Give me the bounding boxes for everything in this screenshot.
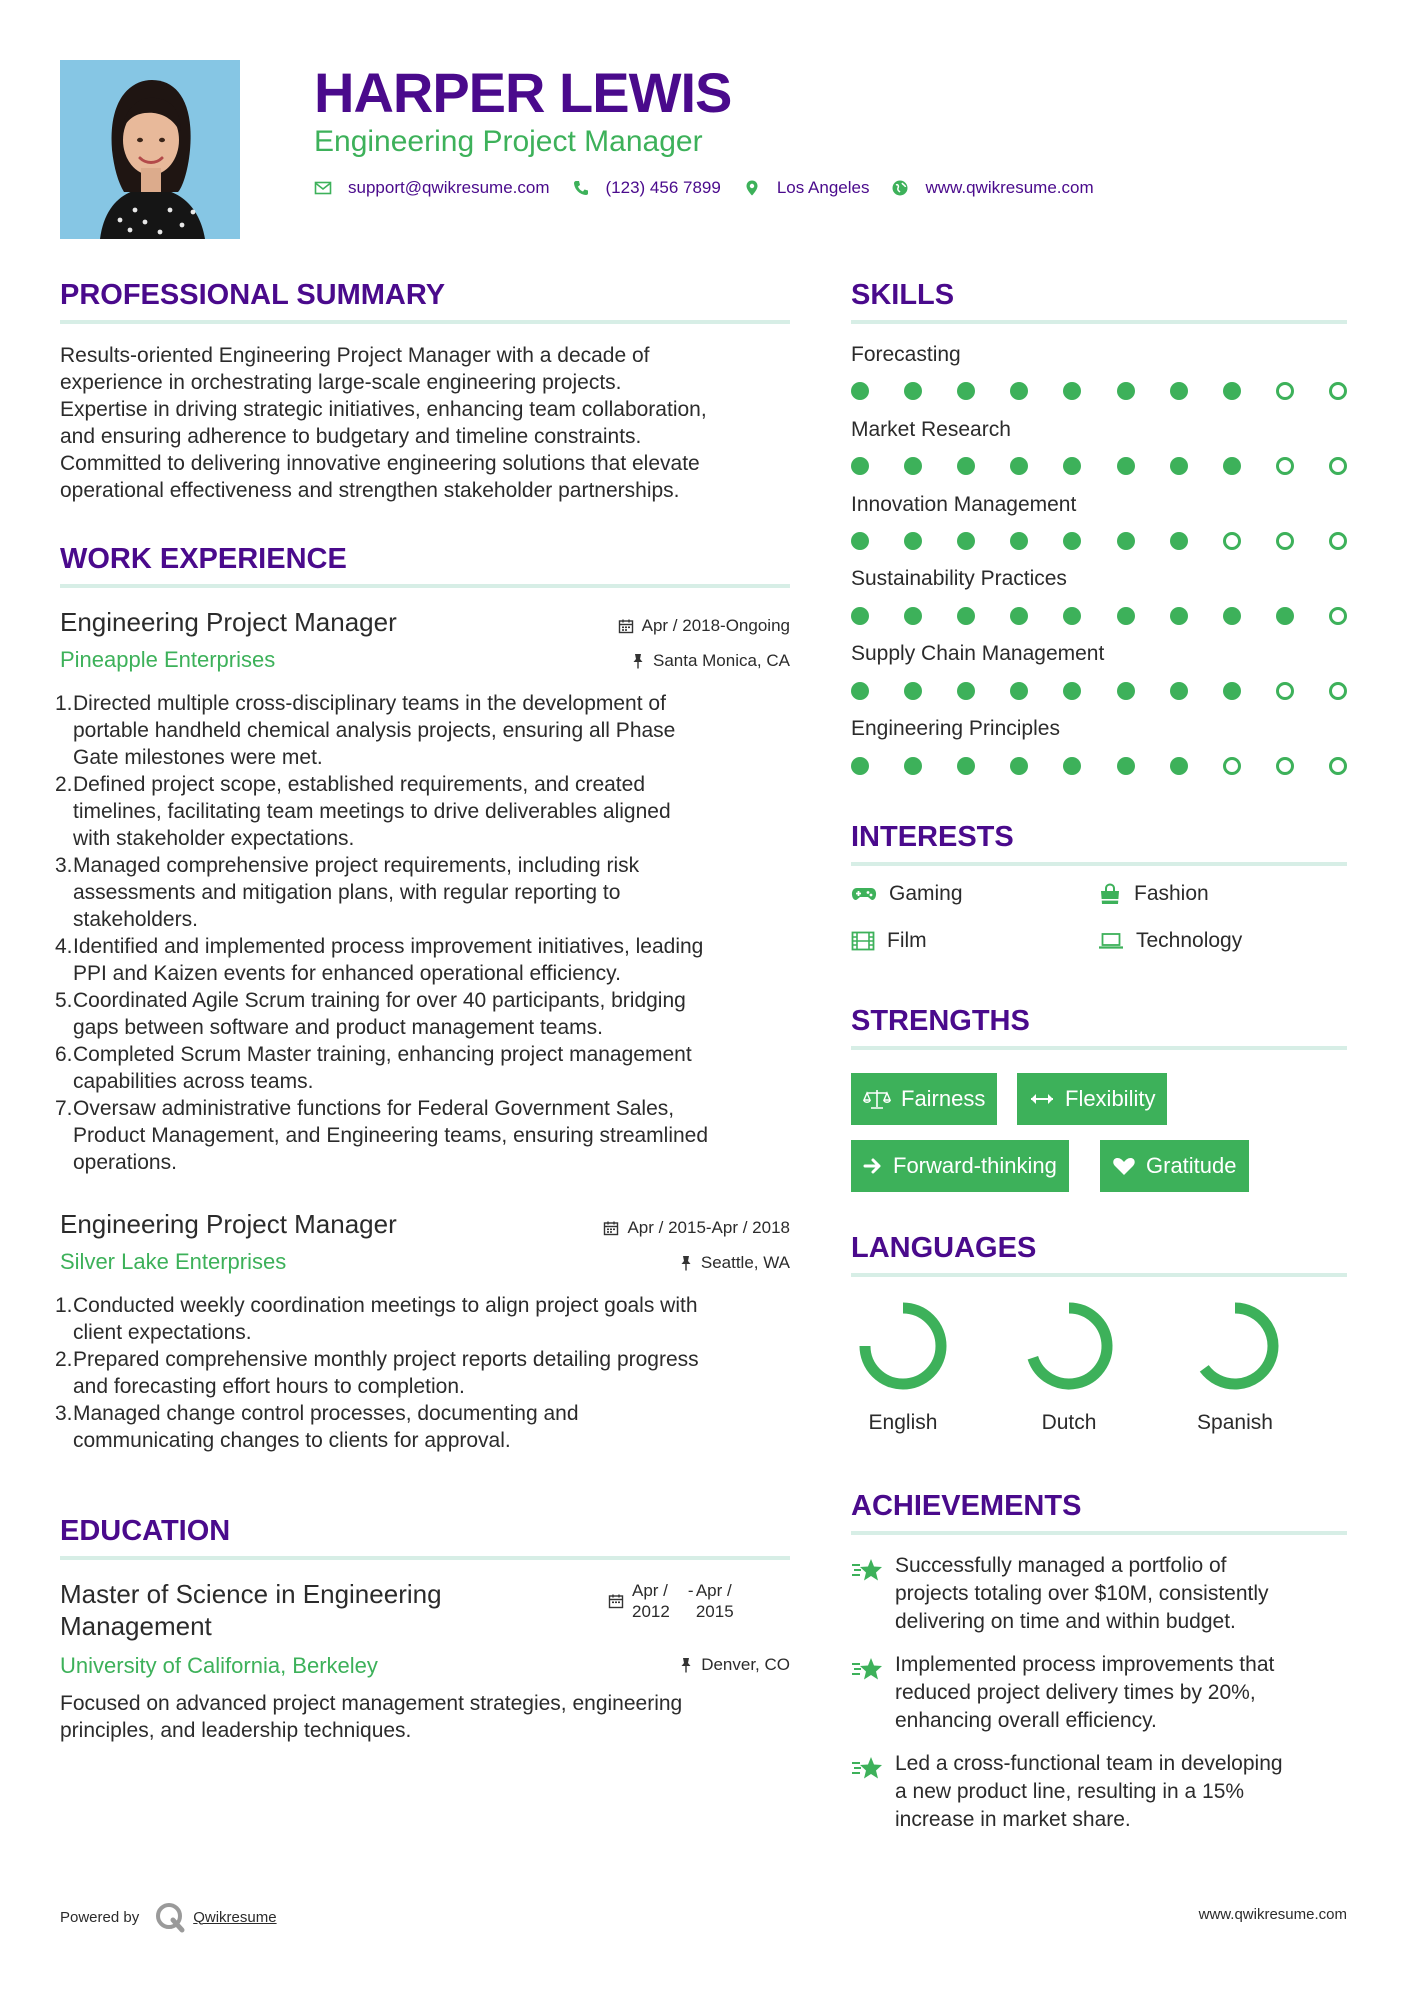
language-ring xyxy=(1019,1296,1119,1396)
skill-dot-empty xyxy=(1223,757,1241,775)
website-text: www.qwikresume.com xyxy=(925,178,1094,197)
skill-dot-filled xyxy=(1223,382,1241,400)
skill-dot-empty xyxy=(1276,457,1294,475)
languages-rule xyxy=(851,1273,1347,1277)
skill-dot-filled xyxy=(957,457,975,475)
skill-rating xyxy=(851,757,1347,779)
skill-dot-filled xyxy=(1063,532,1081,550)
job-title: Engineering Project Manager xyxy=(60,607,397,637)
skill-dot-empty xyxy=(1329,457,1347,475)
achievements-heading: ACHIEVEMENTS xyxy=(851,1490,1082,1522)
skill-dot-empty xyxy=(1329,532,1347,550)
education-location xyxy=(679,1655,790,1675)
balance-scale-icon xyxy=(863,1088,891,1110)
skill-dot-empty xyxy=(1276,532,1294,550)
star-icon xyxy=(851,1754,885,1782)
skill-dot-filled xyxy=(1010,682,1028,700)
interest-gaming: Gaming xyxy=(851,882,963,906)
language-ring-arc xyxy=(1033,1308,1107,1384)
skill-dot-filled xyxy=(957,682,975,700)
skill-rating xyxy=(851,607,1347,629)
summary-line: operational effectiveness and strengthen stakeholder partnerships. xyxy=(60,479,680,502)
skill-dot-filled xyxy=(1223,607,1241,625)
skill-dot-empty xyxy=(1329,607,1347,625)
skill-dot-filled xyxy=(957,382,975,400)
skill-dot-filled xyxy=(851,532,869,550)
language-english: English xyxy=(848,1296,958,1436)
education-heading: EDUCATION xyxy=(60,1515,231,1547)
degree-title: Master of Science in Engineering Management xyxy=(60,1579,442,1641)
skill-name: Innovation Management xyxy=(851,493,1077,516)
job-dates xyxy=(618,616,790,636)
skill-dot-filled xyxy=(1117,457,1135,475)
skill-dot-filled xyxy=(1063,457,1081,475)
candidate-role: Engineering Project Manager xyxy=(314,125,703,158)
skill-dot-filled xyxy=(1010,457,1028,475)
list-item: 2. Defined project scope, established requirements, and created timelines, facilitating team meetings to drive deliverables aligned with stakeholder expectations. xyxy=(55,773,671,850)
skill-dot-filled xyxy=(904,682,922,700)
education-location-text: Denver, CO xyxy=(701,1655,790,1674)
skill-rating xyxy=(851,382,1347,404)
skills-heading: SKILLS xyxy=(851,279,955,311)
skill-dot-filled xyxy=(1276,607,1294,625)
gamepad-icon xyxy=(851,885,877,903)
job-company: Silver Lake Enterprises xyxy=(60,1249,287,1274)
skill-dot-filled xyxy=(851,457,869,475)
languages-heading: LANGUAGES xyxy=(851,1232,1037,1264)
skill-dot-empty xyxy=(1276,757,1294,775)
language-ring-arc xyxy=(1204,1308,1273,1384)
email-text: support@qwikresume.com xyxy=(348,178,550,197)
skill-name: Sustainability Practices xyxy=(851,567,1067,590)
skill-dot-filled xyxy=(851,382,869,400)
envelope-icon xyxy=(314,179,332,197)
skill-dot-empty xyxy=(1276,682,1294,700)
list-item: 3. Managed change control processes, documenting and communicating changes to clients for approval. xyxy=(55,1402,579,1452)
skill-dot-filled xyxy=(1010,757,1028,775)
strength-tag-gratitude: Gratitude xyxy=(1100,1140,1249,1192)
skill-dot-filled xyxy=(1117,382,1135,400)
strengths-heading: STRENGTHS xyxy=(851,1005,1030,1037)
skills-rule xyxy=(851,320,1347,324)
star-icon xyxy=(851,1655,885,1683)
language-ring xyxy=(1185,1296,1285,1396)
job-location-text: Seattle, WA xyxy=(700,1253,790,1272)
language-ring-arc xyxy=(865,1308,941,1384)
qwikresume-link[interactable]: Qwikresume xyxy=(193,1908,277,1926)
skill-dot-filled xyxy=(1063,382,1081,400)
list-item: 1. Conducted weekly coordination meetings to align project goals with client expectations. xyxy=(55,1294,698,1344)
summary-line: Results-oriented Engineering Project Manager with a decade of xyxy=(60,344,650,367)
globe-icon xyxy=(891,179,909,197)
footer-site-link[interactable]: www.qwikresume.com xyxy=(1198,1906,1347,1923)
job-dates-text: Apr / 2018-Ongoing xyxy=(641,616,790,635)
skill-dot-filled xyxy=(1010,607,1028,625)
heart-icon xyxy=(1112,1156,1136,1176)
skill-dot-filled xyxy=(851,607,869,625)
skill-dot-filled xyxy=(1063,757,1081,775)
shopping-bag-icon xyxy=(1098,883,1122,905)
summary-line: Committed to delivering innovative engineering solutions that elevate xyxy=(60,452,700,475)
skill-dot-filled xyxy=(1063,607,1081,625)
skill-dot-filled xyxy=(957,607,975,625)
skill-dot-filled xyxy=(904,382,922,400)
job-dates-text: Apr / 2015-Apr / 2018 xyxy=(627,1218,790,1237)
candidate-name: HARPER LEWIS xyxy=(314,61,732,124)
strength-tag-forward-thinking: Forward-thinking xyxy=(851,1140,1069,1192)
education-dates: Apr / 2012 - Apr / 2015 xyxy=(608,1580,734,1622)
skill-dot-filled xyxy=(1170,382,1188,400)
achievement-item: Implemented process improvements that reduced project delivery times by 20%, enhancing overall efficiency. xyxy=(851,1651,1347,1735)
calendar-icon xyxy=(608,1593,624,1609)
education-description: Focused on advanced project management strategies, engineering principles, and leadership techniques. xyxy=(60,1692,683,1742)
skill-dot-filled xyxy=(957,532,975,550)
film-icon xyxy=(851,931,875,951)
summary-line: experience in orchestrating large-scale engineering projects. xyxy=(60,371,622,394)
skill-name: Forecasting xyxy=(851,343,961,366)
interest-technology: Technology xyxy=(1098,929,1242,953)
job-location xyxy=(679,1253,790,1273)
pushpin-icon xyxy=(679,1255,693,1271)
strength-tag-flexibility: Flexibility xyxy=(1017,1073,1167,1125)
skill-dot-filled xyxy=(957,757,975,775)
job-title: Engineering Project Manager xyxy=(60,1209,397,1239)
skill-dot-filled xyxy=(1170,532,1188,550)
skill-dot-filled xyxy=(1170,607,1188,625)
list-item: 1. Directed multiple cross-disciplinary teams in the development of portable handheld chemical analysis projects, ensuring all Phase Gate milestones were met. xyxy=(55,692,676,769)
skill-dot-empty xyxy=(1223,532,1241,550)
interest-film: Film xyxy=(851,929,927,953)
skill-dot-filled xyxy=(1170,757,1188,775)
skill-dot-empty xyxy=(1276,382,1294,400)
language-dutch: Dutch xyxy=(1014,1296,1124,1436)
summary-line: Expertise in driving strategic initiatives, enhancing team collaboration, xyxy=(60,398,707,421)
summary-rule xyxy=(60,320,790,324)
job-location xyxy=(631,651,790,671)
language-ring xyxy=(853,1296,953,1396)
phone-icon xyxy=(572,179,590,197)
arrow-right-icon xyxy=(863,1157,883,1175)
skill-dot-filled xyxy=(1063,682,1081,700)
summary-text xyxy=(60,342,800,504)
calendar-icon xyxy=(618,618,634,634)
profile-photo xyxy=(60,60,240,239)
location-text: Los Angeles xyxy=(776,178,870,197)
skill-dot-filled xyxy=(904,757,922,775)
contact-email[interactable] xyxy=(314,178,550,198)
skill-rating xyxy=(851,532,1347,554)
star-icon xyxy=(851,1556,885,1584)
achievement-item: Successfully managed a portfolio of projects totaling over $10M, consistently delivering on time and within budget. xyxy=(851,1552,1347,1636)
map-marker-icon xyxy=(743,179,761,197)
achievements-rule xyxy=(851,1531,1347,1535)
skill-dot-filled xyxy=(1010,532,1028,550)
list-item: 6. Completed Scrum Master training, enhancing project management capabilities across teams. xyxy=(55,1043,692,1093)
job-responsibilities xyxy=(55,1292,800,1454)
skill-dot-empty xyxy=(1329,682,1347,700)
skill-dot-filled xyxy=(1117,757,1135,775)
interests-rule xyxy=(851,862,1347,866)
list-item: 4. Identified and implemented process improvement initiatives, leading PPI and Kaizen events for enhanced operational efficiency. xyxy=(55,935,704,985)
phone-text: (123) 456 7899 xyxy=(605,178,721,197)
list-item: 5. Coordinated Agile Scrum training for over 40 participants, bridging gaps between software and product management teams. xyxy=(55,989,686,1039)
job-responsibilities xyxy=(55,690,800,1176)
skill-dot-filled xyxy=(1170,457,1188,475)
skill-dot-filled xyxy=(851,757,869,775)
pushpin-icon xyxy=(679,1657,693,1673)
language-spanish: Spanish xyxy=(1180,1296,1290,1436)
skill-rating xyxy=(851,457,1347,479)
job-location-text: Santa Monica, CA xyxy=(652,651,790,670)
strength-tag-fairness: Fairness xyxy=(851,1073,997,1125)
skill-rating xyxy=(851,682,1347,704)
skill-dot-empty xyxy=(1329,382,1347,400)
summary-heading: PROFESSIONAL SUMMARY xyxy=(60,279,446,311)
job-company: Pineapple Enterprises xyxy=(60,647,276,672)
experience-heading: WORK EXPERIENCE xyxy=(60,543,347,575)
interests-heading: INTERESTS xyxy=(851,821,1014,853)
skill-name: Engineering Principles xyxy=(851,717,1060,740)
skill-dot-filled xyxy=(1223,682,1241,700)
skill-dot-filled xyxy=(904,532,922,550)
skill-dot-filled xyxy=(851,682,869,700)
skill-dot-filled xyxy=(904,607,922,625)
contact-phone[interactable] xyxy=(572,178,721,198)
qwikresume-logo-icon xyxy=(153,1900,187,1934)
experience-rule xyxy=(60,584,790,588)
skill-dot-empty xyxy=(1329,757,1347,775)
pushpin-icon xyxy=(631,653,645,669)
contact-location xyxy=(743,178,870,198)
summary-line: and ensuring adherence to budgetary and timeline constraints. xyxy=(60,425,642,448)
list-item: 3. Managed comprehensive project requirements, including risk assessments and mitigation plans, with regular reporting to stakeholders. xyxy=(55,854,640,931)
interest-fashion: Fashion xyxy=(1098,882,1209,906)
skill-name: Supply Chain Management xyxy=(851,642,1105,665)
contact-bar xyxy=(314,178,1116,198)
arrows-horizontal-icon xyxy=(1029,1092,1055,1106)
list-item: 7. Oversaw administrative functions for Federal Government Sales, Product Management, and Engineering teams, ensuring streamlined operations. xyxy=(55,1097,709,1174)
skill-dot-filled xyxy=(904,457,922,475)
contact-website[interactable] xyxy=(891,178,1093,198)
achievement-item: Led a cross-functional team in developing a new product line, resulting in a 15% increase in market share. xyxy=(851,1750,1347,1834)
education-rule xyxy=(60,1556,790,1560)
skill-dot-filled xyxy=(1223,457,1241,475)
skill-dot-filled xyxy=(1010,382,1028,400)
skill-dot-filled xyxy=(1170,682,1188,700)
list-item: 2. Prepared comprehensive monthly project reports detailing progress and forecasting effort hours to completion. xyxy=(55,1348,699,1398)
skill-dot-filled xyxy=(1117,532,1135,550)
strengths-rule xyxy=(851,1046,1347,1050)
calendar-icon xyxy=(603,1220,619,1236)
job-dates xyxy=(603,1218,790,1238)
footer-powered-by: Powered by Qwikresume xyxy=(60,1900,277,1934)
skill-name: Market Research xyxy=(851,418,1011,441)
skill-dot-filled xyxy=(1117,682,1135,700)
laptop-icon xyxy=(1098,932,1124,950)
school-name: University of California, Berkeley xyxy=(60,1653,378,1678)
skill-dot-filled xyxy=(1117,607,1135,625)
